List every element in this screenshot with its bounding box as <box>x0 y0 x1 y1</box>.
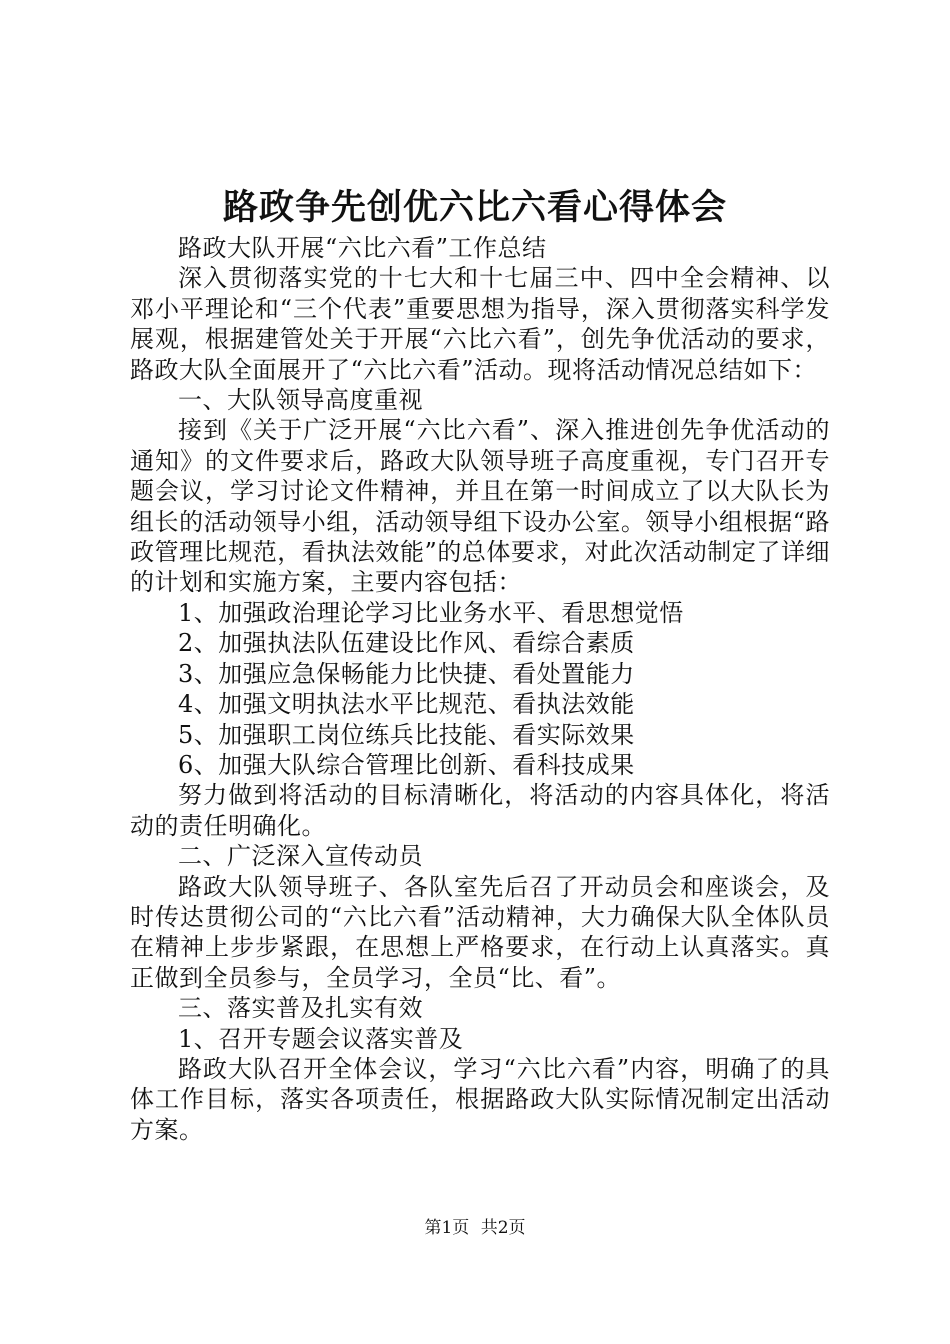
list-item-5: 5、加强职工岗位练兵比技能、看实际效果 <box>178 720 635 749</box>
paragraph-subtitle: 路政大队开展“六比六看”工作总结 <box>178 234 547 262</box>
paragraph-goal: 努力做到将活动的目标清晰化，将活动的内容具体化，将活动的责任明确化。 <box>130 781 830 840</box>
document-title: 路政争先创优六比六看心得体会 <box>222 188 727 228</box>
list-item-3: 3、加强应急保畅能力比快捷、看处置能力 <box>178 659 635 688</box>
page-total: 共2页 <box>480 1218 526 1238</box>
section-heading-3: 三、落实普及扎实有效 <box>178 994 423 1023</box>
paragraph-intro: 深入贯彻落实党的十七大和十七届三中、四中全会精神、以邓小平理论和“三个代表”重要思想为指导，深入贯彻落实科学发展观，根据建管处关于开展“六比六看”，创先争优活动的要求，路政大队全面展开了“六比六看”活动。现将活动情况总结如下： <box>130 264 830 384</box>
section-heading-2: 二、广泛深入宣传动员 <box>178 842 423 871</box>
page-footer <box>0 1216 950 1240</box>
paragraph-section-2: 路政大队领导班子、各队室先后召了开动员会和座谈会，及时传达贯彻公司的“六比六看”活动精神，大力确保大队全体队员在精神上步步紧跟，在思想上严格要求，在行动上认真落实。真正做到全员参与，全员学习，全员“比、看”。 <box>130 872 830 992</box>
subsection-heading-3-1: 1、召开专题会议落实普及 <box>178 1024 464 1053</box>
section-heading-1: 一、大队领导高度重视 <box>178 386 423 415</box>
list-item-2: 2、加强执法队伍建设比作风、看综合素质 <box>178 629 635 658</box>
page-number: 第1页 <box>424 1218 470 1238</box>
list-item-1: 1、加强政治理论学习比业务水平、看思想觉悟 <box>178 598 684 627</box>
list-item-6: 6、加强大队综合管理比创新、看科技成果 <box>178 750 635 779</box>
paragraph-section-3-1: 路政大队召开全体会议，学习“六比六看”内容，明确了的具体工作目标，落实各项责任，根据路政大队实际情况制定出活动方案。 <box>130 1054 830 1144</box>
document-body <box>130 233 830 1145</box>
paragraph-section-1: 接到《关于广泛开展“六比六看”、深入推进创先争优活动的通知》的文件要求后，路政大队领导班子高度重视，专门召开专题会议，学习讨论文件精神，并且在第一时间成立了以大队长为组长的活动领导小组，活动领导组下设办公室。领导小组根据“路政管理比规范，看执法效能”的总体要求，对此次活动制定了详细的计划和实施方案，主要内容包括： <box>130 416 830 597</box>
list-item-4: 4、加强文明执法水平比规范、看执法效能 <box>178 690 635 719</box>
